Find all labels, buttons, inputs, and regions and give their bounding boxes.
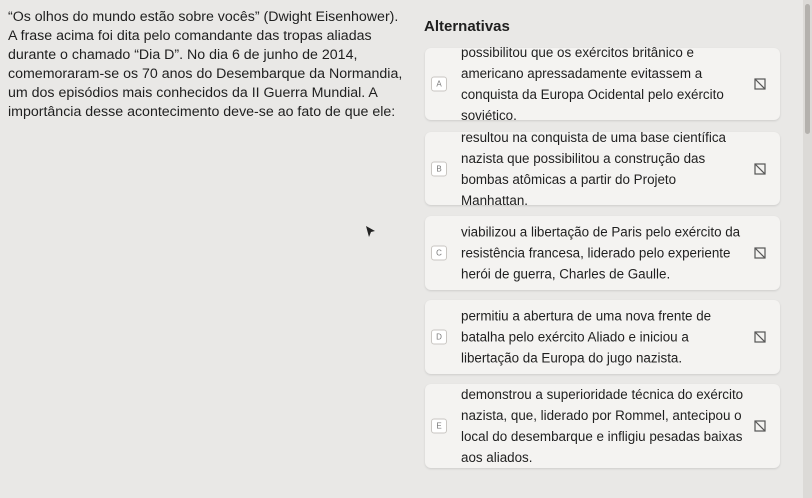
alternative-c[interactable]	[425, 216, 780, 290]
letter-badge-a: A	[431, 77, 447, 92]
alternatives-title: Alternativas	[424, 18, 510, 35]
letter-badge-c: C	[431, 246, 447, 261]
alternative-b[interactable]	[425, 129, 780, 208]
strikethrough-icon[interactable]	[754, 247, 766, 259]
letter-badge-b: B	[431, 161, 447, 176]
strikethrough-icon[interactable]	[754, 420, 766, 432]
letter-badge-d: D	[431, 330, 447, 345]
question-quote: “Os olhos do mundo estão sobre vocês” (Dwight Eisenhower).	[8, 9, 399, 25]
alternative-a-text: possibilitou que os exércitos britânico e americano apressadamente evitassem a conquista da Europa Ocidental pelo exército soviético.	[461, 45, 724, 123]
question-body: A frase acima foi dita pelo comandante das tropas aliadas durante o chamado “Dia D”. No dia 6 de junho de 2014, comemoraram-se os 70 anos do Desembarque da Normandia, um dos episódios mais conhecidos da II Guerra Mundial. A importância desse acontecimento deve-se ao fato de que ele:	[8, 28, 403, 120]
alternative-c-text: viabilizou a libertação de Paris pelo exército da resistência francesa, liderado pelo experiente herói de guerra, Charles de Gaulle.	[461, 224, 741, 282]
question-statement	[8, 8, 406, 122]
strikethrough-icon[interactable]	[754, 78, 766, 90]
letter-badge-e: E	[431, 419, 447, 434]
alternative-b-text: resultou na conquista de uma base científica nazista que possibilitou a construção das bombas atômicas a partir do Projeto Manhattan.	[461, 129, 727, 208]
scrollbar-thumb[interactable]	[805, 4, 810, 134]
alternative-a[interactable]	[425, 45, 780, 123]
alternative-d[interactable]	[425, 300, 780, 374]
alternative-e-text: demonstrou a superioridade técnica do exército nazista, que, liderado por Rommel, antecipou o local do desembarque e infligiu pesadas baixas aos aliados.	[461, 387, 744, 465]
alternative-e[interactable]	[425, 384, 780, 468]
alternative-d-text: permitiu a abertura de uma nova frente de batalha pelo exército Aliado e iniciou a libertação da Europa do jugo nazista.	[461, 308, 712, 366]
strikethrough-icon[interactable]	[754, 331, 766, 343]
scrollbar[interactable]	[803, 0, 812, 498]
strikethrough-icon[interactable]	[754, 163, 766, 175]
mouse-pointer-icon	[366, 226, 376, 238]
